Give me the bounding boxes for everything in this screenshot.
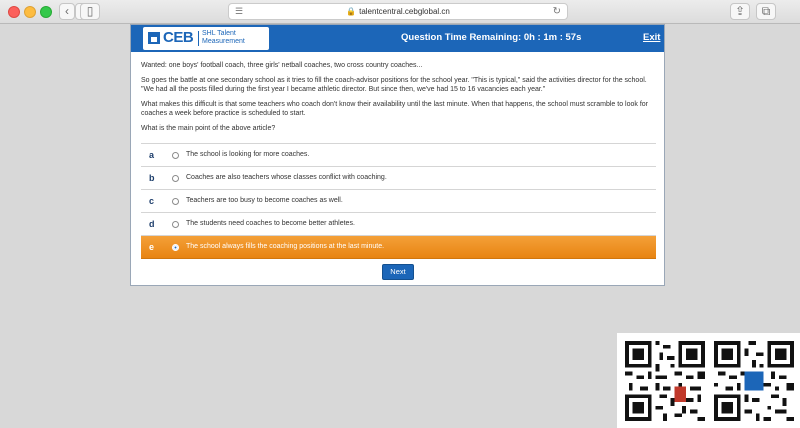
close-window-button[interactable]	[8, 6, 20, 18]
chevron-left-icon: ‹	[65, 4, 69, 18]
passage-paragraph: So goes the battle at one secondary school as it tries to fill the coach-advisor positions for the school year. "This is typical," said the activities director for the school. "We had all the posts filled during the first year I became athletic director. But since then, we've had 15 to 16 vacancies each year."	[141, 77, 647, 93]
reload-icon[interactable]: ↻	[552, 6, 561, 17]
url-text: talentcentral.cebglobal.cn	[359, 7, 450, 16]
tabs-icon: ⧉	[761, 4, 771, 18]
choice-text: The school always fills the coaching positions at the last minute.	[186, 243, 385, 250]
minimize-window-button[interactable]	[24, 6, 36, 18]
qr-code-image	[714, 341, 794, 421]
logo-text: CEB	[163, 29, 194, 46]
choice-b[interactable]	[141, 167, 656, 190]
exit-link[interactable]: Exit	[643, 32, 661, 43]
radio-button[interactable]	[172, 175, 179, 182]
choice-letter: a	[149, 150, 155, 160]
choice-text: Teachers are too busy to become coaches as well.	[186, 197, 343, 204]
choice-e[interactable]	[141, 236, 656, 259]
choice-letter: b	[149, 173, 155, 183]
time-remaining: Question Time Remaining: 0h : 1m : 57s	[401, 32, 582, 43]
zoom-window-button[interactable]	[40, 6, 52, 18]
tabs-button[interactable]	[756, 3, 776, 20]
choice-text: The students need coaches to become better athletes.	[186, 220, 355, 227]
choice-letter: e	[149, 242, 155, 252]
choice-c[interactable]	[141, 190, 656, 213]
question-prompt: What is the main point of the above article?	[141, 125, 276, 132]
radio-button[interactable]	[172, 198, 179, 205]
address-bar[interactable]	[228, 3, 568, 20]
choice-text: The school is looking for more coaches.	[186, 151, 310, 158]
logo	[143, 27, 269, 50]
back-button[interactable]	[59, 3, 75, 20]
test-header	[131, 25, 664, 52]
hamburger-icon[interactable]: ☰	[235, 6, 244, 16]
share-button[interactable]	[730, 3, 750, 20]
passage-paragraph: What makes this difficult is that some teachers who coach don't know their availability until the last minute. When that happens, the school must scramble to look for coaches a week before practice is scheduled to start.	[141, 101, 649, 117]
passage-paragraph: Wanted: one boys' football coach, three girls' netball coaches, two cross country coaches...	[141, 62, 423, 69]
radio-button-selected[interactable]	[172, 244, 179, 251]
qr-code-image	[625, 341, 705, 421]
lock-icon: 🔒	[346, 7, 357, 16]
sidebar-button[interactable]	[80, 3, 100, 20]
sidebar-icon: ▯	[86, 4, 94, 18]
radio-button[interactable]	[172, 152, 179, 159]
answer-choices	[141, 143, 656, 259]
next-button[interactable]: Next	[382, 264, 414, 280]
logo-subtitle: SHL Talent Measurement	[202, 30, 245, 45]
test-panel	[130, 24, 665, 286]
share-icon: ⇪	[734, 4, 746, 18]
choice-text: Coaches are also teachers whose classes conflict with coaching.	[186, 174, 387, 181]
qr-code-overlay	[617, 333, 800, 428]
radio-button[interactable]	[172, 221, 179, 228]
choice-letter: d	[149, 219, 155, 229]
building-icon	[148, 32, 160, 44]
browser-toolbar	[0, 0, 800, 24]
question-passage	[141, 61, 656, 139]
choice-d[interactable]	[141, 213, 656, 236]
choice-letter: c	[149, 196, 155, 206]
choice-a[interactable]	[141, 144, 656, 167]
